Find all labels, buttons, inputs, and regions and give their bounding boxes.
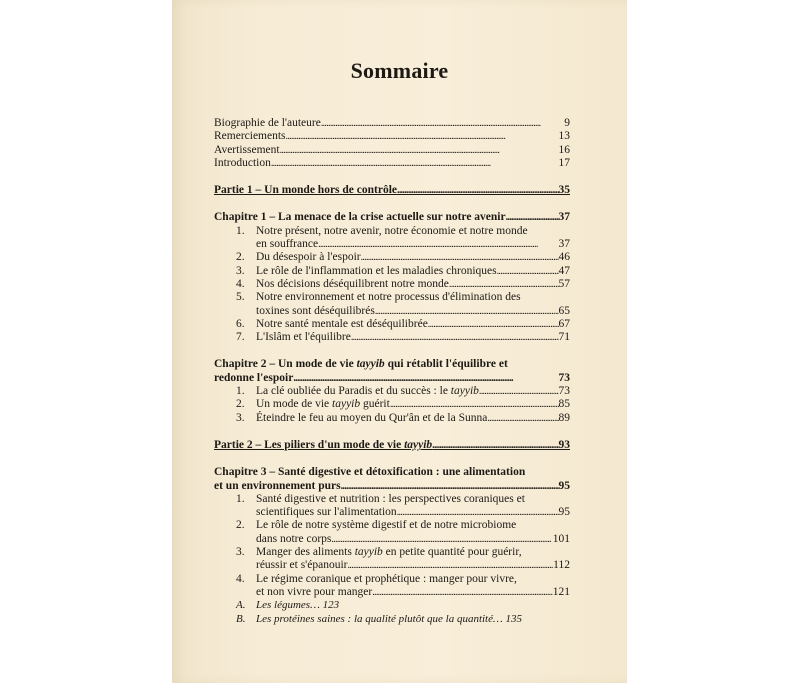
toc-item: 2. Le rôle de notre système digestif et de notre microbiome dans notre corps . . . 101 [214,519,570,546]
toc-item: 4. Le régime coranique et prophétique : manger pour vivre, et non vivre pour manger . . . 121 [214,573,570,600]
toc-chapter-3: Chapitre 3 – Santé digestive et détoxification : une alimentation et un environnement purs . . . 95 [214,466,570,493]
toc-entry-biography: Biographie de l'auteure . . . 9 [214,117,570,130]
toc-subitem: A. Les légumes… 123 [236,599,340,612]
toc-item: 5. Notre environnement et notre processus d'élimination des toxines sont déséquilibrés . . . 65 [214,291,570,318]
toc-item: 1. Notre présent, notre avenir, notre économie et notre monde en souffrance . . . 37 [214,225,570,252]
toc-subitem: B. Les protéines saines : la qualité plutôt que la quantité… 135 [236,612,523,625]
toc-item: 3. Manger des aliments tayyib en petite quantité pour guérir, réussir et s'épanouir . . . 112 [214,546,570,573]
toc-chapter-1: Chapitre 1 – La menace de la crise actuelle sur notre avenir . . . 37 [214,211,570,224]
toc-item: 1. Santé digestive et nutrition : les perspectives coraniques et scientifiques sur l'alimentation . . . 95 [214,493,570,520]
toc-part-1: Partie 1 – Un monde hors de contrôle . . . 35 [214,184,570,197]
toc-entry-warning: Avertissement . . . 16 [214,144,570,157]
toc-entry-introduction: Introduction . . . 17 [214,157,570,170]
toc-item: 3. Le rôle de l'inflammation et les maladies chroniques . . . 47 [214,265,570,278]
toc-item: 2. Un mode de vie tayyib guérit . . . 85 [214,398,570,411]
toc-item: 4. Nos décisions déséquilibrent notre monde . . . 57 [214,278,570,291]
toc-item: 1. La clé oubliée du Paradis et du succès : le tayyib . . . 73 [214,385,570,398]
page-title: Sommaire [350,58,449,83]
toc-entry-acknowledgements: Remerciements . . . 13 [214,130,570,143]
toc-item: 7. L'Islâm et l'équilibre . . . 71 [214,331,570,344]
toc-item: 3. Éteindre le feu au moyen du Qur'ân et de la Sunna . . . 89 [214,412,570,425]
toc-chapter-2: Chapitre 2 – Un mode de vie tayyib qui rétablit l'équilibre et redonne l'espoir . . . 73 [214,358,570,385]
toc-item: 6. Notre santé mentale est déséquilibrée . . . 67 [214,318,570,331]
toc-item: 2. Du désespoir à l'espoir . . . 46 [214,251,570,264]
table-of-contents [214,117,570,626]
book-page [172,0,627,683]
toc-part-2: Partie 2 – Les piliers d'un mode de vie tayyib . . . 93 [214,439,570,452]
